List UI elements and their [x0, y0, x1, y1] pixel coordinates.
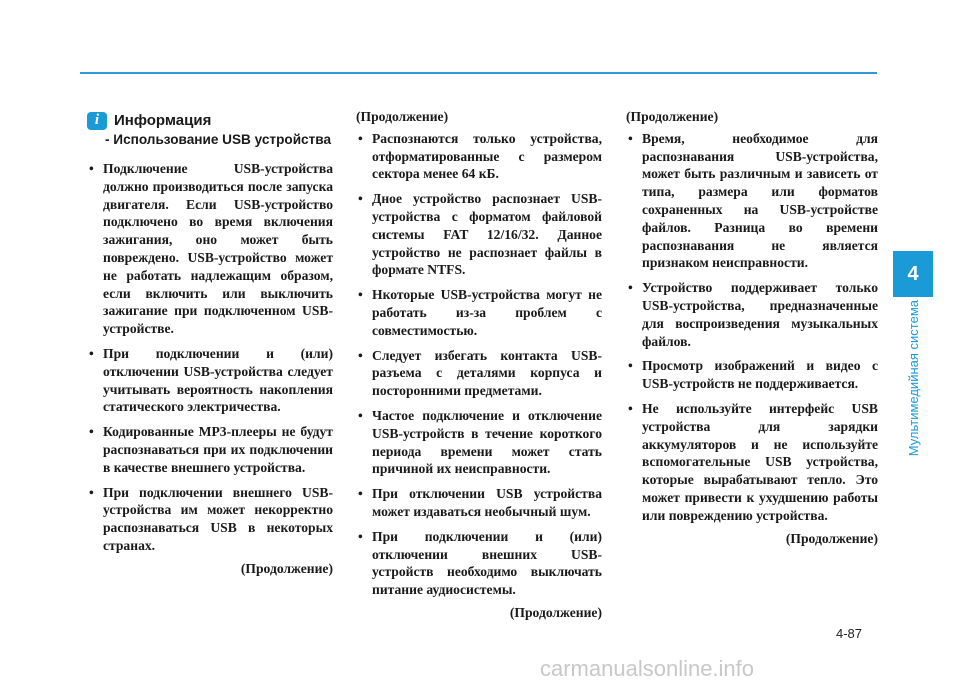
list-item: • Кодированные MP3-плееры не будут распознаваться при их подключении в качестве внешнего устройства.	[87, 423, 333, 476]
continued-label: (Продолжение)	[509, 604, 602, 620]
info-title: Информация	[114, 112, 212, 130]
continued-top-label: (Продолжение)	[356, 109, 449, 124]
list-item: • Следует избегать контакта USB-разъема с деталями корпуса и посторонними предметами.	[356, 347, 602, 400]
page-number: 4-87	[836, 626, 863, 641]
chapter-number: 4	[907, 262, 919, 285]
column-1	[87, 108, 333, 578]
list-item: • Распознаются только устройства, отформатированные с размером сектора менее 64 кБ.	[356, 130, 602, 183]
chapter-label-wrap	[897, 300, 929, 470]
list-item: • Частое подключение и отключение USB-устройств в течение короткого периода времени может стать причиной их неисправности.	[356, 407, 602, 478]
continued-top-label: (Продолжение)	[626, 109, 719, 124]
column-3-list	[626, 130, 878, 525]
continued-label: (Продолжение)	[240, 560, 333, 576]
chapter-label: Мультимедийная система	[905, 300, 921, 457]
list-item: • Нкоторые USB-устройства могут не работать из-за проблем с совместимостью.	[356, 286, 602, 339]
column-1-list	[87, 160, 333, 555]
list-item: • Просмотр изображений и видео с USB-устройств не поддерживается.	[626, 357, 878, 393]
list-item: • При подключении внешнего USB-устройства им может некорректно распознаваться USB в некоторых странах.	[87, 484, 333, 555]
list-item: • При подключении и (или) отключении внешних USB-устройств необходимо выключать питание аудиосистемы.	[356, 528, 602, 599]
list-item: • При отключении USB устройства может издаваться необычный шум.	[356, 485, 602, 521]
list-item: • Подключение USB-устройства должно производиться после запуска двигателя. Если USB-устройство подключено во время включения зажигания, оно может быть повреждено. USB-устройство может не работать надлежащим образом, если включить или выключить зажигание при подключенном USB-устройстве.	[87, 160, 333, 338]
watermark: carmanualsonline.info	[540, 656, 755, 681]
list-item: • Устройство поддерживает только USB-устройства, предназначенные для воспроизведения музыкальных файлов.	[626, 279, 878, 350]
list-item: • Дное устройство распознает USB-устройства с форматом файловой системы FAT 12/16/32. Данное устройство не распознает файлы в формате NTFS.	[356, 190, 602, 279]
column-3	[626, 108, 878, 547]
info-icon: i	[87, 112, 107, 130]
info-header	[87, 112, 333, 130]
continued-label: (Продолжение)	[785, 530, 878, 546]
chapter-tab	[893, 251, 933, 297]
top-rule	[80, 72, 877, 74]
info-subtitle: - Использование USB устройства	[105, 132, 332, 147]
list-item: • Время, необходимое для распознавания USB-устройства, может быть различным и зависеть от типа, размера или форматов сохраненных на USB-устройстве файлов. Разница во времени распознавания не является признаком неисправности.	[626, 130, 878, 272]
column-2-list	[356, 130, 602, 599]
list-item: • При подключении и (или) отключении USB-устройства следует учитывать вероятность накопления статического электричества.	[87, 345, 333, 416]
column-2	[356, 108, 602, 622]
list-item: • Не используйте интерфейс USB устройства для зарядки аккумуляторов и не используйте вспомогательные USB устройства, которые вырабатывают тепло. Это может привести к ухудшению работы или повреждению устройства.	[626, 400, 878, 525]
